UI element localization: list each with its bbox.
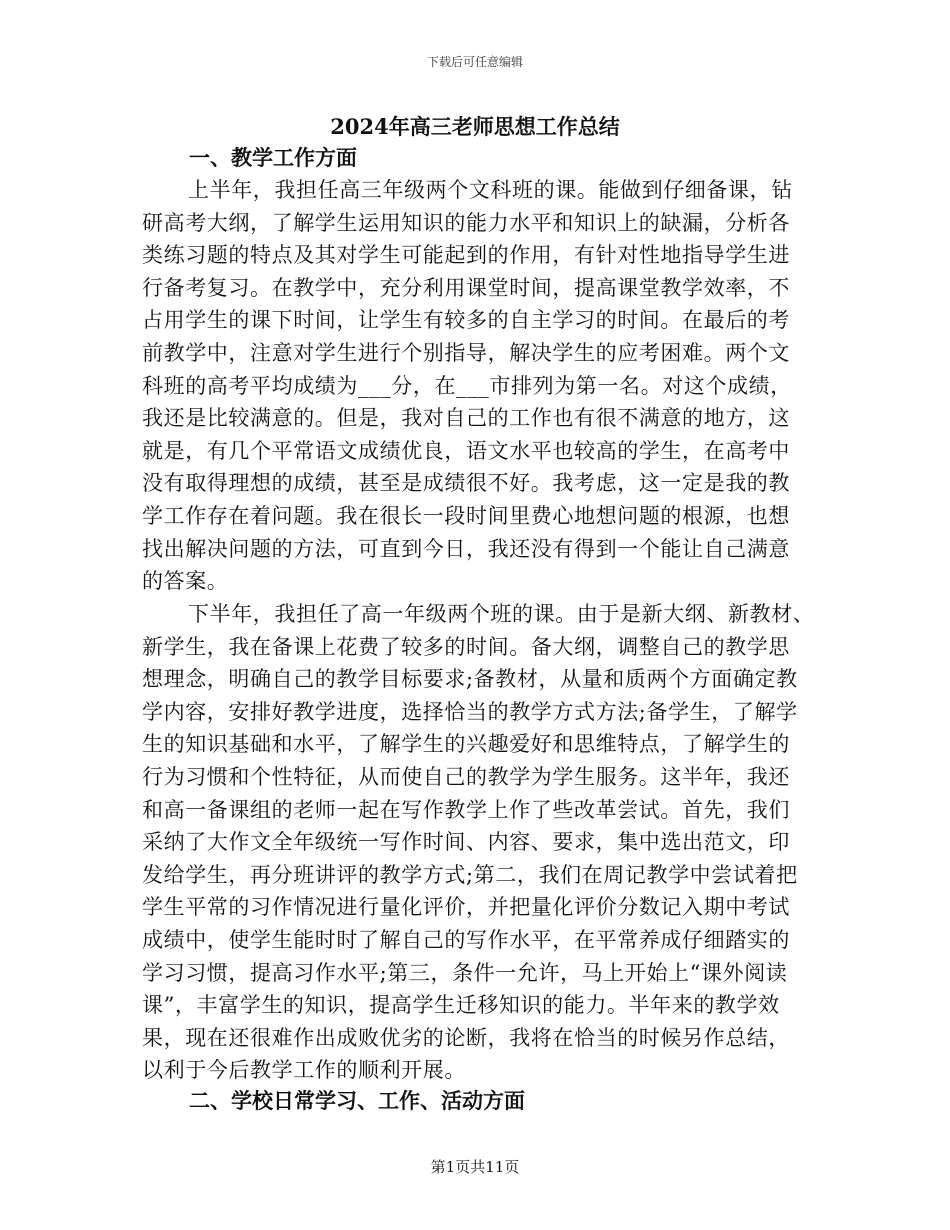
text-line: 学习习惯，提高习作水平;第三，条件一允许，马上开始上“课外阅读 — [142, 960, 788, 985]
text-line: 学工作存在着问题。我在很长一段时间里费心地想问题的根源，也想 — [142, 503, 790, 528]
text-line: 下半年，我担任了高一年级两个班的课。由于是新大纲、新教材、 — [188, 602, 815, 626]
section-heading-school-daily: 二、学校日常学习、工作、活动方面 — [189, 1088, 525, 1113]
text-line: 成绩中，使学生能时时了解自己的写作水平，在平常养成仔细踏实的 — [142, 927, 790, 952]
text-line: 生的知识基础和水平，了解学生的兴趣爱好和思维特点，了解学生的 — [142, 732, 790, 757]
section-heading-teaching: 一、教学工作方面 — [189, 145, 357, 170]
header-note: 下载后可任意编辑 — [426, 55, 523, 69]
paragraph-first-half-year — [142, 174, 804, 598]
text-line: 研高考大纲，了解学生运用知识的能力水平和知识上的缺漏，分析各 — [142, 210, 790, 235]
text-line: 学内容，安排好教学进度，选择恰当的教学方式方法;备学生，了解学 — [142, 699, 798, 724]
document-title: 2024年高三老师思想工作总结 — [330, 114, 620, 139]
text-line: 新学生，我在备课上花费了较多的时间。备大纲，调整自己的教学思 — [142, 634, 790, 659]
text-line: 课”，丰富学生的知识，提高学生迁移知识的能力。半年来的教学效 — [142, 993, 780, 1018]
text-line: 想理念，明确自己的教学目标要求;备教材，从量和质两个方面确定教 — [142, 667, 798, 692]
text-line: 和高一备课组的老师一起在写作教学上作了些改革尝试。首先，我们 — [142, 797, 790, 822]
text-line: 科班的高考平均成绩为___分，在___市排列为第一名。对这个成绩， — [142, 373, 792, 398]
text-line: 行备考复习。在教学中，充分利用课堂时间，提高课堂教学效率，不 — [142, 275, 790, 300]
text-line: 果，现在还很难作出成败优劣的论断，我将在恰当的时候另作总结， — [142, 1025, 790, 1050]
text-line: 就是，有几个平常语文成绩优良，语文水平也较高的学生，在高考中 — [142, 438, 790, 463]
text-line: 没有取得理想的成绩，甚至是成绩很不好。我考虑，这一定是我的教 — [142, 471, 790, 496]
text-line: 前教学中，注意对学生进行个别指导，解决学生的应考困难。两个文 — [142, 340, 790, 365]
text-line: 采纳了大作文全年级统一写作时间、内容、要求，集中选出范文，印 — [142, 830, 790, 855]
text-line: 找出解决问题的方法，可直到今日，我还没有得到一个能让自己满意 — [142, 536, 790, 561]
text-line: 行为习惯和个性特征，从而使自己的教学为学生服务。这半年，我还 — [142, 764, 790, 789]
paragraph-second-half-year — [142, 598, 815, 1087]
text-line: 发给学生，再分班讲评的教学方式;第二，我们在周记教学中尝试着把 — [142, 862, 798, 887]
text-line: 我还是比较满意的。但是，我对自己的工作也有很不满意的地方，这 — [142, 406, 790, 431]
text-line: 上半年，我担任高三年级两个文科班的课。能做到仔细备课，钻 — [188, 178, 793, 202]
text-line: 以利于今后教学工作的顺利开展。 — [142, 1058, 466, 1083]
text-line: 的答案。 — [142, 569, 229, 594]
page-number-footer: 第1页共11页 — [430, 1158, 520, 1176]
text-line: 学生平常的习作情况进行量化评价，并把量化评价分数记入期中考试 — [142, 895, 790, 920]
text-line: 类练习题的特点及其对学生可能起到的作用，有针对性地指导学生进 — [142, 243, 790, 268]
text-line: 占用学生的课下时间，让学生有较多的自主学习的时间。在最后的考 — [142, 308, 790, 333]
